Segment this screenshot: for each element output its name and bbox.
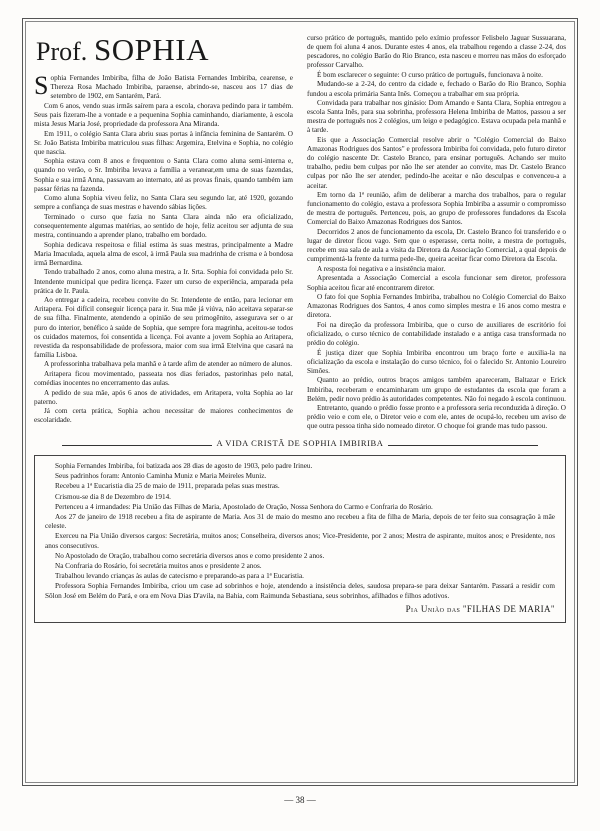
box-paragraph-5: Pertenceu a 4 irmandades: Pia União das Filhas de Maria, Apostolado de Oração, Nossa Senhora do Carmo e Confraria do Rosário. — [55, 502, 433, 511]
title-prefix: Prof. — [36, 37, 88, 66]
article-title — [34, 32, 566, 74]
right-paragraph-7: Decorridos 2 anos de funcionamento da escola, Dr. Castelo Branco foi transferido e o lugar de diretor ficou vago. Sem que o esperasse, certa noite, a mestra de português, recebe em sua sala de aula a visita da Diretora da Associação Comercial, a qual depois de cumprimentá-la frente da turma pede-lhe, queira aceitar ficar como Diretora da Escola. — [307, 227, 566, 264]
two-column-body — [34, 34, 566, 432]
box-paragraph-6: Aos 27 de janeiro de 1918 recebeu a fita de aspirante de Maria. Aos 31 de maio do mesmo ano recebeu a fita de filha de Maria, depois de ter feito sua consagração à mãe celeste. — [45, 513, 555, 531]
paragraph-text: ophia Fernandes Imbiriba, filha de João Batista Fernandes Imbiriba, cearense, e Thereza Rosa Machado Imbiriba, paraense, abrindo-se, nasceu aos 17 dias de setembro de 1902, em Santarém, Pará. — [50, 74, 293, 101]
right-column — [307, 34, 566, 432]
left-paragraph-7: Sophia dedicava respeitosa e filial estima às suas mestras, principalmente a Madre Maria Imaculada, aquela alma de escol, à irmã Paula sua madrinha de crisma e à bondosa irmã Bernardina. — [34, 240, 293, 267]
section-heading: A VIDA CRISTÃ DE SOPHIA IMBIRIBA — [216, 438, 384, 449]
left-paragraph-3: Em 1911, o colégio Santa Clara abriu suas portas à infância feminina de Santarém. O Sr. João Batista Imbiriba matriculou suas filhas: Argemira, Etelvina e Sophia, no colégio que nascia. — [34, 129, 293, 156]
title-main: SOPHIA — [94, 32, 209, 67]
box-paragraph-9: Na Confraria do Rosário, foi secretária muitos anos e presidente 2 anos. — [55, 562, 262, 571]
right-paragraph-13: Quanto ao prédio, outros braços amigos também apareceram, Baltazar e Erick Imbiriba, receberam e encaminharam um grupo de estudantes da escola que foram a Belém, pedir novo prédio às autoridades competentes. Não foi negado à escola continuou. — [307, 376, 566, 403]
box-paragraph-1: Sophia Fernandes Imbiriba, foi batizada aos 28 dias de agosto de 1903, pelo padre Irineu. — [55, 462, 313, 471]
left-paragraph-8: Tendo trabalhado 2 anos, como aluna mestra, a Ir. Srta. Sophia foi convidada pelo Sr. Intendente municipal que pedira licença. Fazer um curso de experiência, amparada pela prática de Ir. Paula. — [34, 268, 293, 295]
right-paragraph-2: É bom esclarecer o seguinte: O curso prático de português, funcionava à noite. — [317, 70, 543, 79]
right-paragraph-12: É justiça dizer que Sophia Imbiriba encontrou um braço forte e auxilia-la na oficialização da escola e instalação do curso técnico, foi o falecido Sr. Antonio Loureiro Simões. — [307, 348, 566, 375]
left-paragraph-12: A pedido de sua mãe, após 6 anos de atividades, em Aritapera, volta Sophia ao lar paterno. — [34, 388, 293, 406]
left-paragraph-4: Sophia estava com 8 anos e frequentou o Santa Clara como aluna semi-interna e, quando no verão, o Sr. Imbiriba levava a família a veranear,em uma de suas fazendas, Sophia e sua irmã Anna, passavam ao internato, até as provas finais, quando também iam passar férias na fazenda. — [34, 157, 293, 193]
box-paragraph-4: Crismou-se dia 8 de Dezembro de 1914. — [55, 492, 171, 501]
left-column — [34, 71, 293, 432]
box-paragraph-3: Recebeu a 1ª Eucaristia dia 25 de maio de 1911, preparada pelas suas mestras. — [55, 482, 280, 491]
right-paragraph-4: Convidada para trabalhar nos ginásio: Dom Amando e Santa Clara, Sophia entregou a escola Santa Inês, para sua sobrinha, professora Helena Imbiriba de Mattos, passou a ser mestra de português nos 2 colégios, um leigo e pedagógico. Estava ocupada pela manhã e à tarde. — [307, 99, 566, 135]
left-paragraph-2: Com 6 anos, vendo suas irmãs saírem para a escola, chorava pedindo para ir também. Seus pais fizeram-lhe a vontade e a pequenina Sophia caminhando, diariamente, à escola mista Jesus Maria José, propriedade da professora Ana Miranda. — [34, 101, 293, 128]
right-paragraph-9: Apresentada a Associação Comercial a escola funcionar sem diretor, professora Sophia aceitou ficar até encontrarem diretor. — [307, 274, 566, 292]
left-paragraph-10: A professorinha trabalhava pela manhã e à tarde afim de atender ao número de alunos. — [44, 360, 293, 369]
right-paragraph-3: Mudando-se a 2-24, do centro da cidade e, fechado o Barão do Rio Branco, Sophia fundou a escola primária Santa Inês. Começou a trabalhar em sua própria. — [307, 80, 566, 98]
right-paragraph-11: Foi na direção da professora Imbiriba, que o curso de auxiliares de escritório foi oficializado, o curso técnico de contabilidade instalado e a antiga casa transformada no prédio do colégio. — [307, 320, 566, 348]
right-paragraph-10: O fato foi que Sophia Fernandes Imbiriba, trabalhou no Colégio Comercial do Baixo Amazonas Rodrigues dos Santos, 4 anos como simples mestra e 16 anos como mestra e diretora. — [307, 293, 566, 320]
box-paragraph-11: Professora Sophia Fernandes Imbiriba, criou um case ad sobrinhos e hoje, atendendo a insistência deles, saudosa prepara-se para deixar Santarém. Passará a residir com Sôlon José em Belém do Pará, e ora em Nova Dias D'avila, na Bahia, com Raimunda Sebastiana, seus sobrinhos, afilhados e filhos adotivos. — [45, 582, 555, 600]
box-signature: Pia União das "FILHAS DE MARIA" — [405, 603, 555, 614]
left-paragraph-1 — [34, 71, 293, 101]
drop-cap: S — [34, 71, 49, 100]
right-paragraph-1: curso prático de português, mantido pelo exímio professor Felisbelo Jaguar Sussuarana, de quem foi aluna 4 anos. Durante estes 4 anos, ela trabalhou regendo a classe 2-24, dos pescadores, no colégio Barão do Rio Branco, esta nasceu e morreu nas mãos do esforçado professor Carvalho. — [307, 34, 566, 70]
page-content — [34, 32, 566, 774]
box-paragraph-7: Exerceu na Pia União diversos cargos: Secretária, muitos anos; Conselheira, diversos anos; Vice-Presidente, por 2 anos; Mestra de aspirante, muitos anos; e Presidente, nos anos consecutivos. — [45, 532, 555, 550]
right-paragraph-5: Eis que a Associação Comercial resolve abrir o "Colégio Comercial do Baixo Amazonas Rodrigues dos Santos" e professora Imbiriba foi convidada, pelo futuro diretor do colégio nascente Dr. Castelo Branco, para ensinar português. Achando ser muito trabalho, pediu bem culpas por não lhe ser atender ao convite, mas Dr. Castelo Branco culpas por não lhe ser atender, pedindo-lhe aceitar e não desculpas e convenceu-a a aceitar. — [307, 136, 566, 190]
left-paragraph-13: Já com certa prática, Sophia achou necessitar de maiores conhecimentos de escolaridade. — [34, 407, 293, 425]
left-paragraph-9: Ao entregar a cadeira, recebeu convite do Sr. Intendente de então, para lecionar em Aritapera. Foi difícil conseguir licença para ir. Sua mãe já viúva, não aceitava separar-se de sua filha. Finalmente, atendendo a opinião de seu primogênito, assegurava ser o ar puro do interior, benéfico à saúde de Sophia, que sempre fora magrinha, aceitou-se todos os cuidados maternos, foi consentida a licença. Foi avante a jovem Sophia ao Aritapera, revestida da responsabilidade de professora, maior com sua irmã Etelvina que casará na família Lisboa. — [34, 296, 293, 359]
christian-life-box — [34, 455, 566, 623]
right-paragraph-6: Em torno da 1ª reunião, afim de deliberar a marcha dos trabalhos, para o regular funcionamento do colégio, estava a professora Sophia Imbiriba a assumir o compromisso de mestra de português. Pertenceu, pois, ao grupo de professores fundadores da Escola Comercial do Baixo Amazonas Rodrigues dos Santos. — [307, 191, 566, 227]
box-paragraph-10: Trabalhou levando crianças às aulas de catecismo e preparando-as para a 1ª Eucaristia. — [55, 572, 304, 581]
section-divider — [34, 438, 566, 452]
page-number: — 38 — — [284, 795, 316, 805]
box-paragraph-2: Seus padrinhos foram: Antonio Caminha Muniz e Maria Meireles Muniz. — [55, 472, 267, 481]
box-paragraph-8: No Apostolado de Oração, trabalhou como secretária diversos anos e como presidente 2 anos. — [55, 551, 325, 560]
left-paragraph-5: Como aluna Sophia viveu feliz, no Santa Clara seu segundo lar, até 1920, gozando sempre a confiança de suas mestras e havendo sábias lições. — [34, 194, 293, 212]
right-paragraph-14: Entretanto, quando o prédio fosse pronto e a professora seria reconduzida à direção. O prédio veio e com ele, o Diretor veio e com ele, antes de ocupá-lo, recebeu um aviso de que outra pessoa tinha sido nomeado diretor. O choque foi grande mas tudo passou. — [307, 404, 566, 431]
left-paragraph-11: Aritapera ficou movimentado, passeata nos dias feriados, pastorinhas pelo natal, comédias inocentes no encerramento das aulas. — [34, 370, 293, 388]
right-paragraph-8: A resposta foi negativa e a insistência maior. — [317, 264, 446, 273]
left-paragraph-6: Terminado o curso que fazia no Santa Clara ainda não era oficializado, consequentemente algumas matérias, ao sentido de hoje, feliz aceitou ser adjunta de sua mestra, continuando a aprender plano, trabalho em bordado. — [34, 212, 293, 240]
